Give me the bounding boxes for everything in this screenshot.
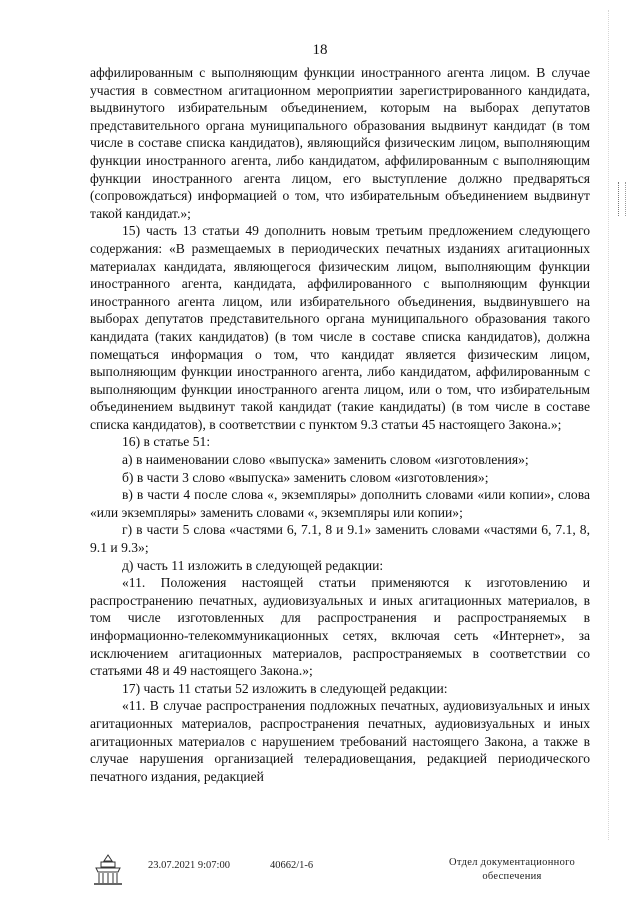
paragraph-quote-11: «11. Положения настоящей статьи применяются к изготовлению и распространению печатных, аудиовизуальных и иных агитационных материалов, в том числе изготовленных для распространения и распространяемых в информационно-телекоммуникационных сетях, включая сеть «Интернет», за исключением агитационных материалов, распространяемых в соответствии со статьями 48 и 49 настоящего Закона.»; bbox=[90, 575, 590, 679]
paragraph-subitem-v: в) в части 4 после слова «, экземпляры» дополнить словами «или копии», слова «или экземпляры» заменить словами «, экземпляры или копии»; bbox=[90, 487, 590, 520]
page-number: 18 bbox=[312, 42, 328, 58]
footer-datetime: 23.07.2021 9:07:00 bbox=[148, 860, 230, 871]
footer-department-line2: обеспечения bbox=[482, 871, 542, 882]
footer-department-line1: Отдел документационного bbox=[448, 857, 576, 868]
paragraph-quote-11-b: «11. В случае распространения подложных печатных, аудиовизуальных и иных агитационных материалов, распространения печатных, аудиовизуальных и иных агитационных материалов с нарушением требований настоящего Закона, а также в случае нарушения организацией телерадиовещания, редакцией периодического печатного издания, редакцией bbox=[90, 698, 590, 784]
paragraph-subitem-b: б) в части 3 слово «выпуска» заменить словом «изготовления»; bbox=[122, 469, 489, 485]
footer-doc-number: 40662/1-6 bbox=[270, 860, 314, 871]
document-body bbox=[90, 64, 590, 785]
scan-margin-mark bbox=[618, 182, 626, 216]
paragraph-continuation: аффилированным с выполняющим функции иностранного агента лицом. В случае участия в совместном агитационном мероприятии зарегистрированного кандидата, выдвинутого избирательным объединением, которым на выборах депутатов представительного органа муниципального образования выдвинут кандидат (в том числе в составе списка кандидатов), являющийся физическим лицом, выполняющим функции иностранного агента, либо кандидатом, аффилированным с выполняющим функции иностранного агента лицом, его выступление должно предваряться (сопровождаться) информацией о том, что избирательным объединением выдвинут такой кандидат.»; bbox=[90, 65, 590, 221]
scan-edge-dots bbox=[608, 10, 611, 840]
paragraph-item-15: 15) часть 13 статьи 49 дополнить новым третьим предложением следующего содержания: «В размещаемых в периодических печатных изданиях агитационных материалах кандидата, являющегося физическим лицом, выполняющим функции иностранного агента, кандидата, аффилированного с выполняющим функции иностранного агента лицом, или избирательного объединения, выдвинувшего на выборах депутатов представительного органа муниципального образования такого кандидата (таких кандидатов) (в том числе в составе списка кандидатов), должна помещаться информация о том, что кандидат является физическим лицом, выполняющим функции иностранного агента, либо кандидатом, аффилированным с выполняющим функции иностранного агента лицом, или о том, что избирательным объединением выдвинут такой кандидат (такие кандидаты) (в том числе в составе списка кандидатов), в соответствии с пунктом 9.3 статьи 45 настоящего Закона.»; bbox=[90, 223, 590, 432]
footer-department bbox=[422, 856, 602, 884]
paragraph-subitem-g: г) в части 5 слова «частями 6, 7.1, 8 и 9.1» заменить словами «частями 6, 7.1, 8, 9.1 и 9.3»; bbox=[90, 522, 590, 556]
paragraph-item-16: 16) в статье 51: bbox=[122, 434, 211, 450]
page-footer bbox=[90, 856, 610, 892]
emblem-icon bbox=[90, 852, 126, 888]
paragraph-subitem-d: д) часть 11 изложить в следующей редакции: bbox=[122, 557, 384, 573]
paragraph-item-17: 17) часть 11 статьи 52 изложить в следующей редакции: bbox=[122, 680, 448, 696]
paragraph-subitem-a: а) в наименовании слово «выпуска» заменить словом «изготовления»; bbox=[122, 452, 529, 468]
